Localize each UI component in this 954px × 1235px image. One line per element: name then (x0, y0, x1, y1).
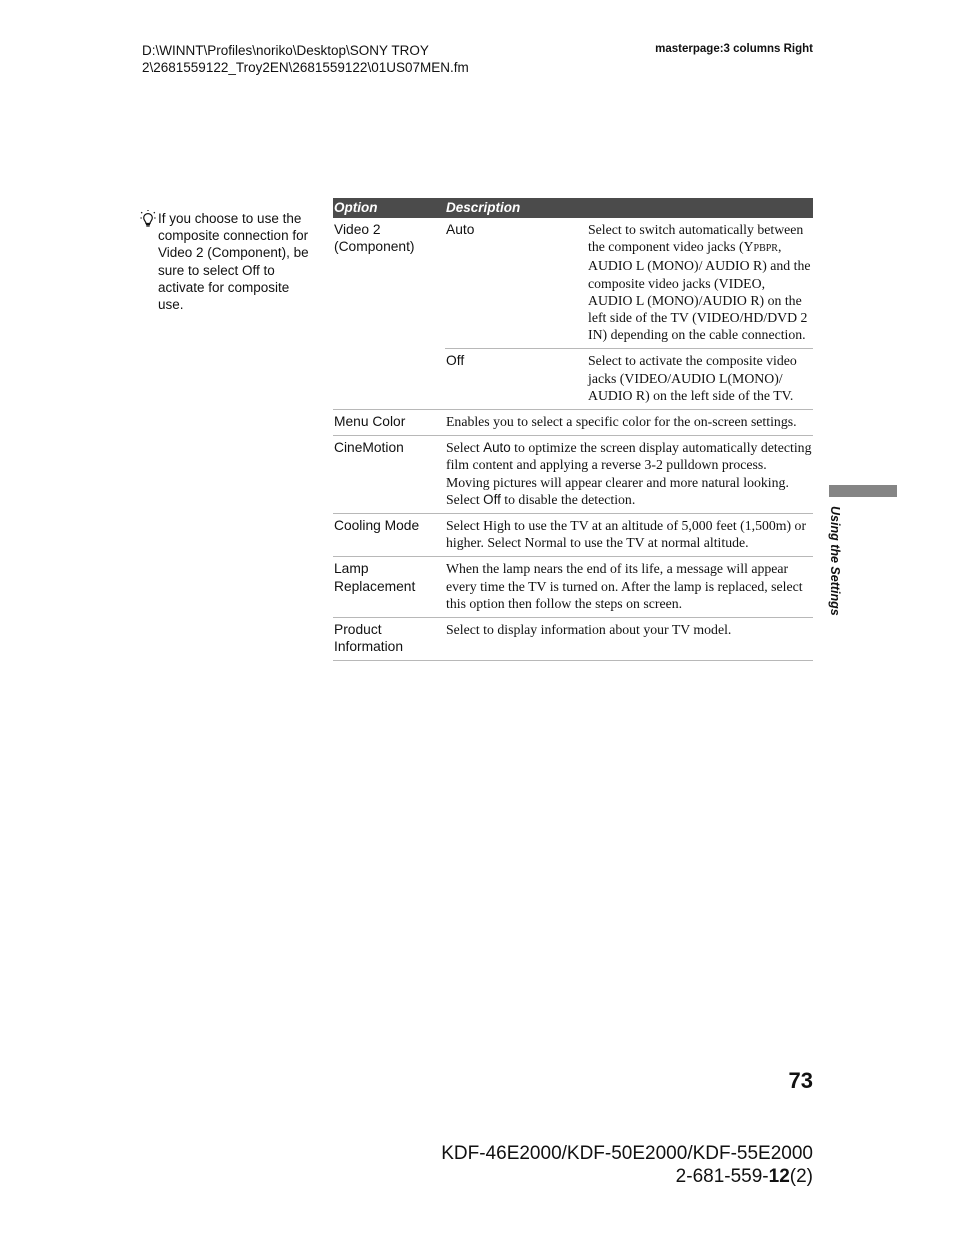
desc-video2-auto-pr: PR (765, 243, 778, 255)
desc-cooling-mode: Select High to use the TV at an altitude of 5,000 feet (1,500m) or higher. Select Normal to use the TV at normal altitude. (445, 514, 813, 557)
desc-cinemotion-text-1: Select (446, 440, 484, 456)
desc-video2-auto-text-1: Select to switch automatically between the component video jacks (Y (588, 222, 804, 255)
desc-cinemotion-off: Off (483, 491, 501, 507)
file-path-header (142, 42, 469, 76)
desc-video2-off: Select to activate the composite video jacks (VIDEO/AUDIO L(MONO)/ AUDIO R) on the left side of the TV. (587, 349, 813, 410)
option-cooling-mode: Cooling Mode (333, 514, 445, 557)
tip-text: If you choose to use the composite connection for Video 2 (Component), be sure to select Off to activate for composite use. (158, 211, 309, 313)
masterpage-label: masterpage:3 columns Right (655, 43, 813, 55)
header-option: Option (333, 198, 445, 218)
option-menu-color: Menu Color (333, 410, 445, 436)
option-product-information: Product Information (333, 618, 445, 661)
desc-video2-auto-text-2: , AUDIO L (MONO)/ AUDIO R) and the composite video jacks (VIDEO, AUDIO L (MONO)/AUDIO R) on the left side of the TV (VIDEO/HD/DVD 2 IN) depending on the cable connection. (588, 239, 811, 343)
option-video2: Video 2 (Component) (333, 218, 445, 410)
section-tab-text: Using the Settings (828, 506, 842, 616)
desc-cinemotion (445, 436, 813, 514)
part-number-prefix: 2-681-559- (675, 1166, 769, 1187)
desc-product-information: Select to display information about your TV model. (445, 618, 813, 661)
table-row-cinemotion (333, 436, 813, 514)
desc-lamp-replacement: When the lamp nears the end of its life, a message will appear every time the TV is turned on. After the lamp is replaced, select this option then follow the steps on screen. (445, 557, 813, 618)
desc-cinemotion-text-2: to optimize the screen display automatically detecting film content and applying a reverse 3-2 pulldown process. Moving pictures will appear clearer and more natural looking. Select (446, 440, 812, 507)
table-row-cooling-mode (333, 514, 813, 557)
model-footer (441, 1142, 813, 1188)
header-description: Description (445, 198, 813, 218)
desc-cinemotion-text-3: to disable the detection. (500, 491, 636, 507)
desc-cinemotion-auto: Auto (483, 440, 511, 456)
table-row-video2-auto (333, 218, 813, 349)
option-lamp-replacement: Lamp Replacement (333, 557, 445, 618)
part-number-suffix: (2) (789, 1166, 813, 1187)
lightbulb-icon (140, 210, 156, 227)
model-numbers: KDF-46E2000/KDF-50E2000/KDF-55E2000 (441, 1143, 813, 1164)
part-number-bold: 12 (768, 1166, 790, 1187)
desc-video2-auto (587, 218, 813, 349)
section-tab-label (826, 506, 842, 636)
page-number: 73 (788, 1068, 813, 1093)
table-row-lamp-replacement (333, 557, 813, 618)
desc-menu-color: Enables you to select a specific color for the on-screen settings. (445, 410, 813, 436)
settings-table (333, 198, 813, 661)
suboption-auto: Auto (445, 218, 587, 349)
desc-video2-auto-pb: PB (753, 243, 766, 255)
file-path-line-1: D:\WINNT\Profiles\noriko\Desktop\SONY TROY (142, 43, 429, 58)
option-cinemotion: CineMotion (333, 436, 445, 514)
part-number (441, 1165, 813, 1188)
suboption-off: Off (445, 349, 587, 410)
table-row-product-information (333, 618, 813, 661)
table-header-row (333, 198, 813, 218)
section-tab-bar (829, 485, 897, 497)
table-row-menu-color (333, 410, 813, 436)
file-path-line-2: 2\2681559122_Troy2EN\2681559122\01US07MEN.fm (142, 60, 469, 75)
